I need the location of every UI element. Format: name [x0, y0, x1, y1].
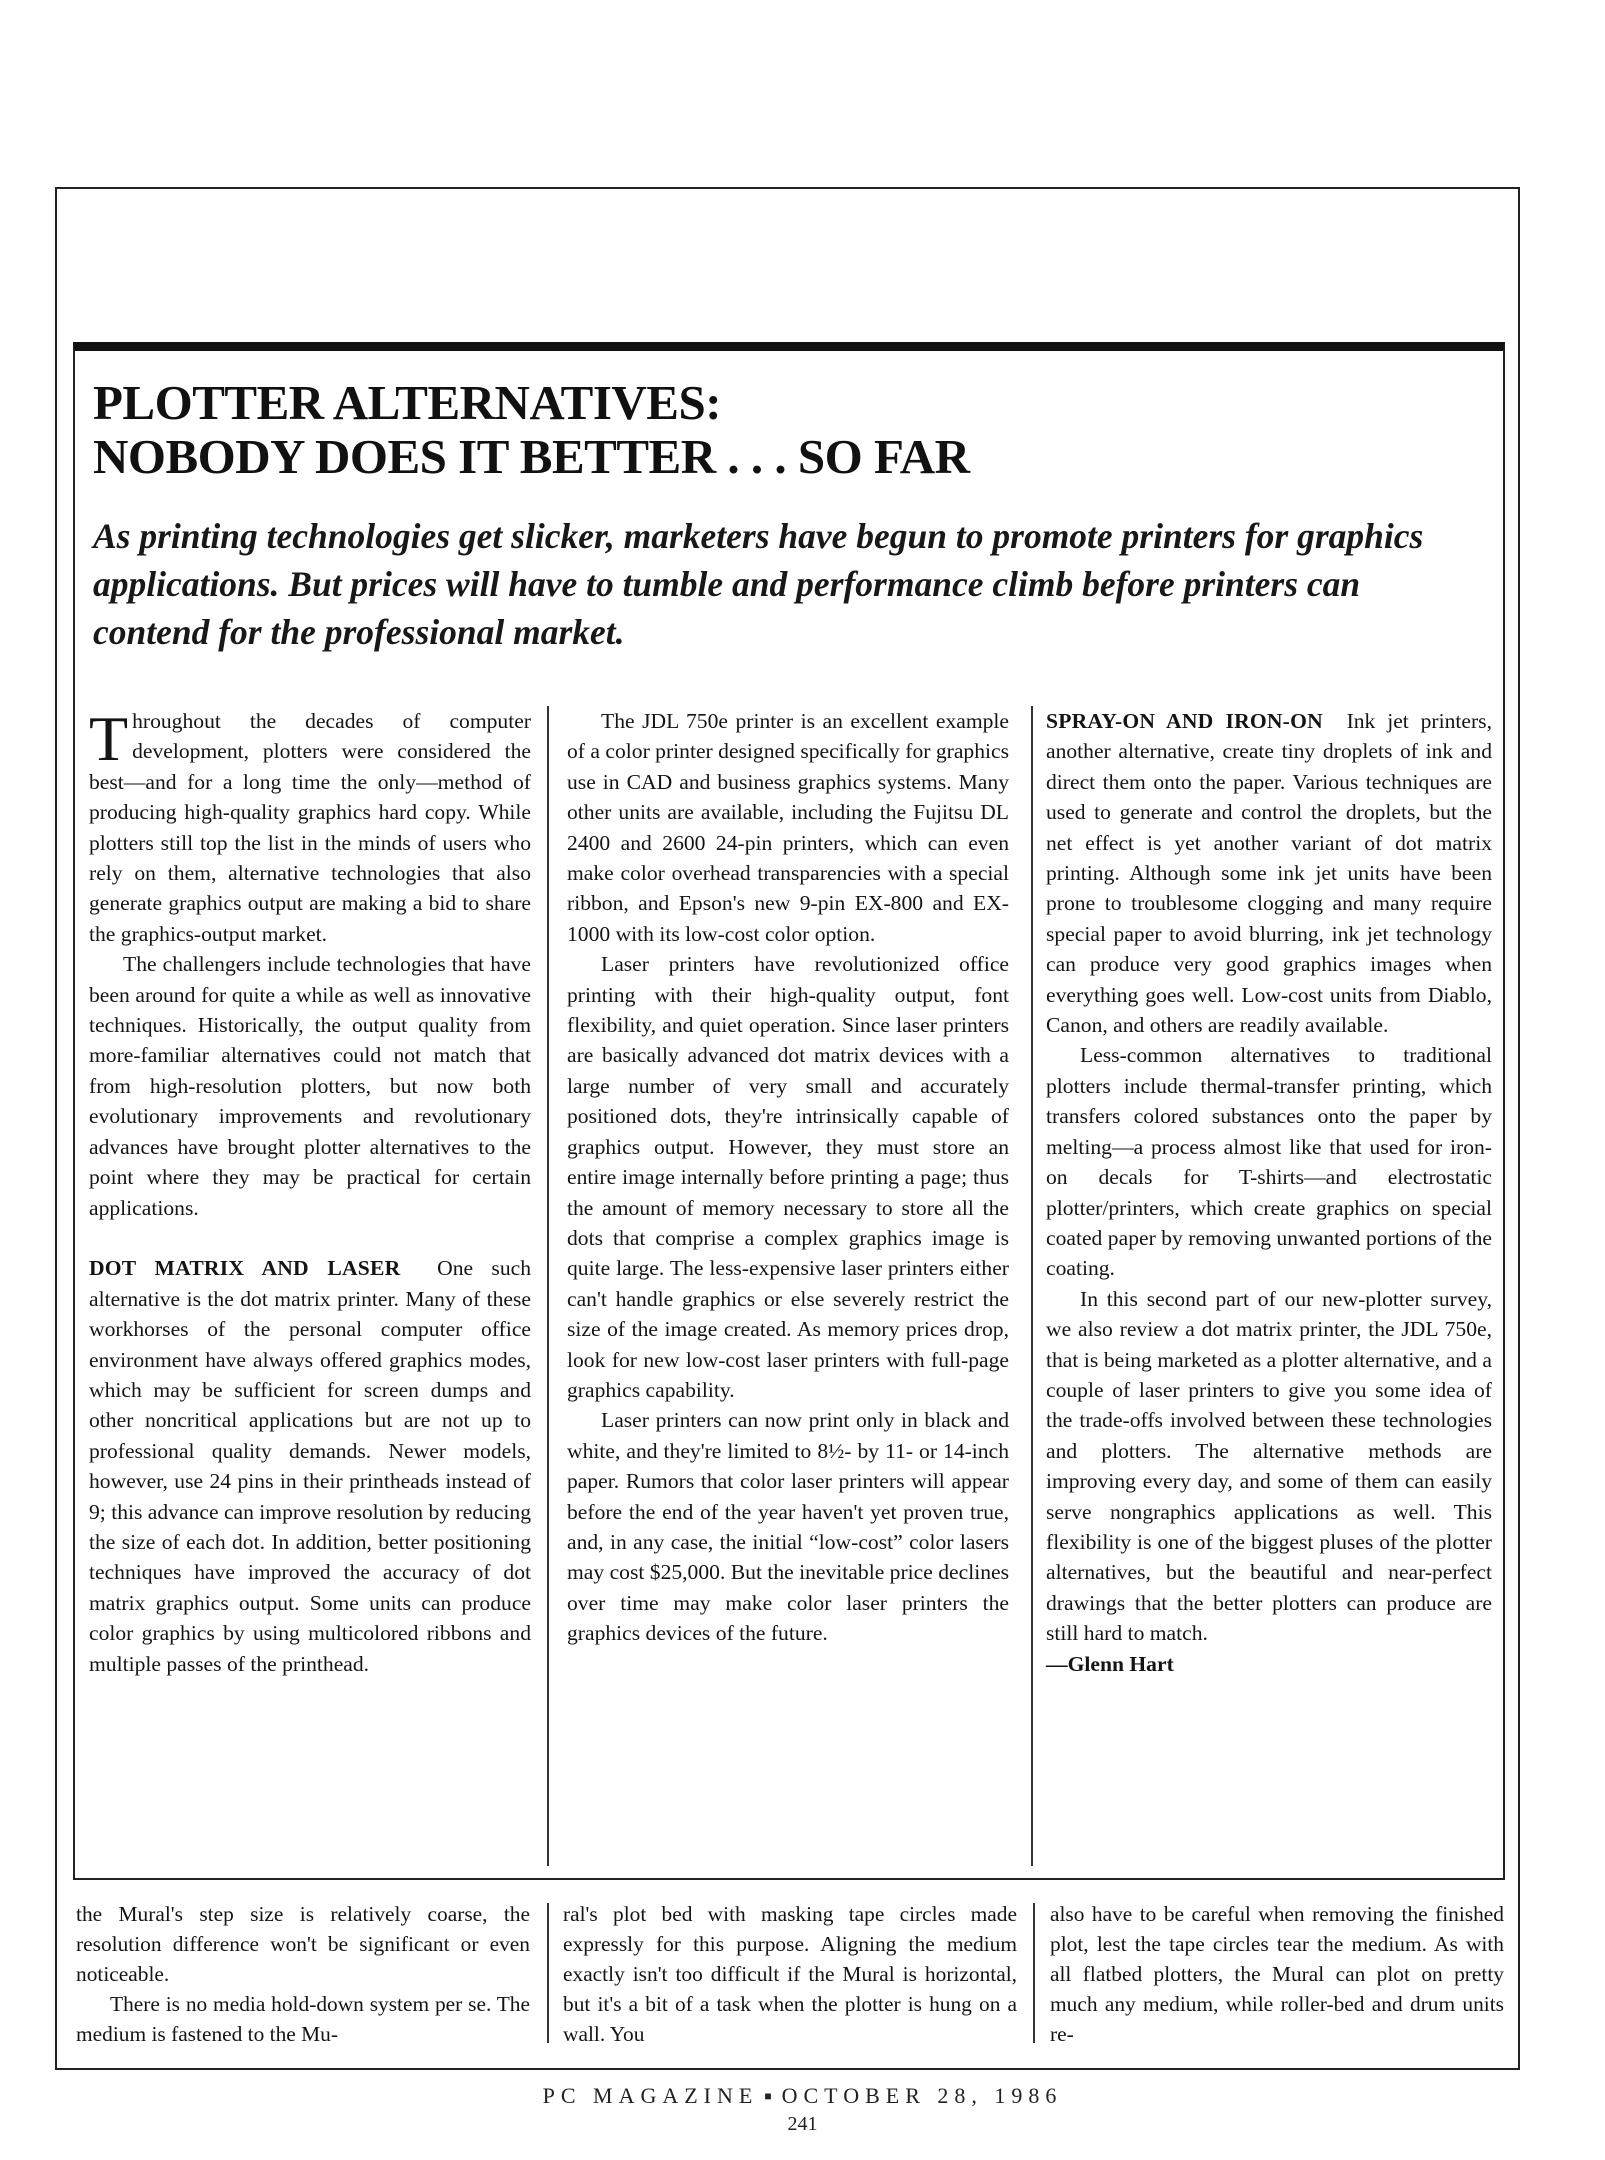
- column-divider: [1033, 1903, 1035, 2043]
- paragraph-text: Ink jet printers, another alternative, create tiny droplets of ink and direct them onto the paper. Various techniques are used to generate and control the droplets, but the net effect is yet another variant of dot matrix printing. Although some ink jet units have been prone to troublesome clogging and many require special paper to avoid blurring, ink jet technology can produce very good graphics images when everything goes well. Low-cost units from Diablo, Canon, and others are readily available.: [1046, 709, 1492, 1038]
- paragraph: The challengers include technologies that have been around for quite a while as well as innovative techniques. Historically, the output quality from more-familiar alternatives could not match that from high-resolution plotters, but now both evolutionary improvements and revolutionary advances have brought plotter alternatives to the point where they may be practical for certain applications.: [89, 952, 531, 1220]
- paragraph: In this second part of our new-plotter survey, we also review a dot matrix printer, the JDL 750e, that is being marketed as a plotter alternative, and a couple of laser printers to give you some idea of the trade-offs involved between these technologies and plotters. The alternative methods are improving every day, and some of them can easily serve nongraphics applications as well. This flexibility is one of the biggest pluses of the plotter alternatives, but the beautiful and near-perfect drawings that the better plotters can produce are still hard to match.: [1046, 1286, 1492, 1646]
- article-column-2: [563, 1899, 1017, 2049]
- paragraph: the Mural's step size is relatively coarse, the resolution difference won't be significant or even noticeable.: [76, 1902, 530, 1986]
- paragraph: There is no media hold-down system per se. The medium is fastened to the Mu-: [76, 1992, 530, 2046]
- paragraph: [1046, 706, 1492, 1040]
- headline-line-2: NOBODY DOES IT BETTER . . . SO FAR: [93, 429, 970, 484]
- paragraph: The JDL 750e printer is an excellent example of a color printer designed specifically for graphics use in CAD and business graphics systems. Many other units are available, including the Fujitsu DL 2400 and 2600 24-pin printers, which can even make color overhead transparencies with a special ribbon, and Epson's new 9-pin EX-800 and EX-1000 with its low-cost color option.: [567, 709, 1009, 946]
- column-divider: [547, 1903, 549, 2043]
- paragraph: Laser printers have revolutionized office printing with their high-quality output, font flexibility, and quiet operation. Since laser printers are basically advanced dot matrix devices with a large number of very small and accurately positioned dots, they're intrinsically capable of graphics output. However, they must store an entire image internally before printing a page; thus the amount of memory necessary to store all the dots that comprise a complex graphics image is quite large. The less-expensive laser printers either can't handle graphics or else severely restrict the size of the image created. As memory prices drop, look for new low-cost laser printers with full-page graphics capability.: [567, 952, 1009, 1402]
- sidebar-column-1: [89, 703, 531, 1679]
- page-footer: [0, 2083, 1605, 2109]
- paragraph: [89, 703, 531, 949]
- headline-line-1: PLOTTER ALTERNATIVES:: [93, 375, 722, 430]
- paragraph: Less-common alternatives to traditional plotters include thermal-transfer printing, which transfers colored substances onto the paper by melting—a process almost like that used for iron-on decals for T-shirts—and electrostatic plotter/printers, which create graphics on special coated paper by removing unwanted portions of the coating.: [1046, 1043, 1492, 1281]
- section-subhead: SPRAY-ON AND IRON-ON: [1046, 709, 1323, 733]
- drop-cap: T: [89, 703, 129, 774]
- paragraph: ral's plot bed with masking tape circles made expressly for this purpose. Aligning the medium exactly isn't too difficult if the Mural is horizontal, but it's a bit of a task when the plotter is hung on a wall. You: [563, 1902, 1017, 2046]
- article-column-3: [1050, 1899, 1504, 2049]
- paragraph: [89, 1253, 531, 1679]
- sidebar-headline: [93, 376, 1473, 484]
- paragraph: Laser printers can now print only in black and white, and they're limited to 8½- by 11- or 14-inch paper. Rumors that color laser printers will appear before the end of the year haven't yet proven true, and, in any case, the initial “low-cost” color lasers may cost $25,000. But the inevitable price declines over time may make color laser printers the graphics devices of the future.: [567, 1408, 1009, 1646]
- footer-separator: ■: [764, 2089, 772, 2103]
- magazine-name: PC MAGAZINE: [542, 2083, 759, 2108]
- sidebar-column-3: [1046, 706, 1492, 1679]
- paragraph: also have to be careful when removing the finished plot, lest the tape circles tear the medium. As with all flatbed plotters, the Mural can plot on pretty much any medium, while roller-bed and drum units re-: [1050, 1902, 1504, 2046]
- column-divider: [547, 706, 549, 1866]
- sidebar-deck: As printing technologies get slicker, marketers have begun to promote printers for graphics applications. But prices will have to tumble and performance climb before printers can contend for the professional market.: [93, 516, 1424, 652]
- paragraph-text: hroughout the decades of computer development, plotters were considered the best—and for a long time the only—method of producing high-quality graphics hard copy. While plotters still top the list in the minds of users who rely on them, alternative technologies that also generate graphics output are making a bid to share the graphics-output market.: [89, 709, 531, 946]
- section-subhead: DOT MATRIX AND LASER: [89, 1256, 401, 1281]
- article-column-1: [76, 1899, 530, 2049]
- page-number: 241: [787, 2113, 818, 2135]
- sidebar-column-2: [567, 706, 1009, 1649]
- byline: —Glenn Hart: [1046, 1651, 1174, 1676]
- issue-date: OCTOBER 28, 1986: [781, 2083, 1063, 2108]
- paragraph-text: One such alternative is the dot matrix printer. Many of these workhorses of the personal computer office environment have always offered graphics modes, which may be sufficient for screen dumps and other noncritical applications but are not up to professional quality demands. Newer models, however, use 24 pins in their printheads instead of 9; this advance can improve resolution by reducing the size of each dot. In addition, better positioning techniques have improved the accuracy of dot matrix graphics output. Some units can produce color graphics by using multicolored ribbons and multiple passes of the printhead.: [89, 1256, 531, 1676]
- column-divider: [1031, 706, 1033, 1866]
